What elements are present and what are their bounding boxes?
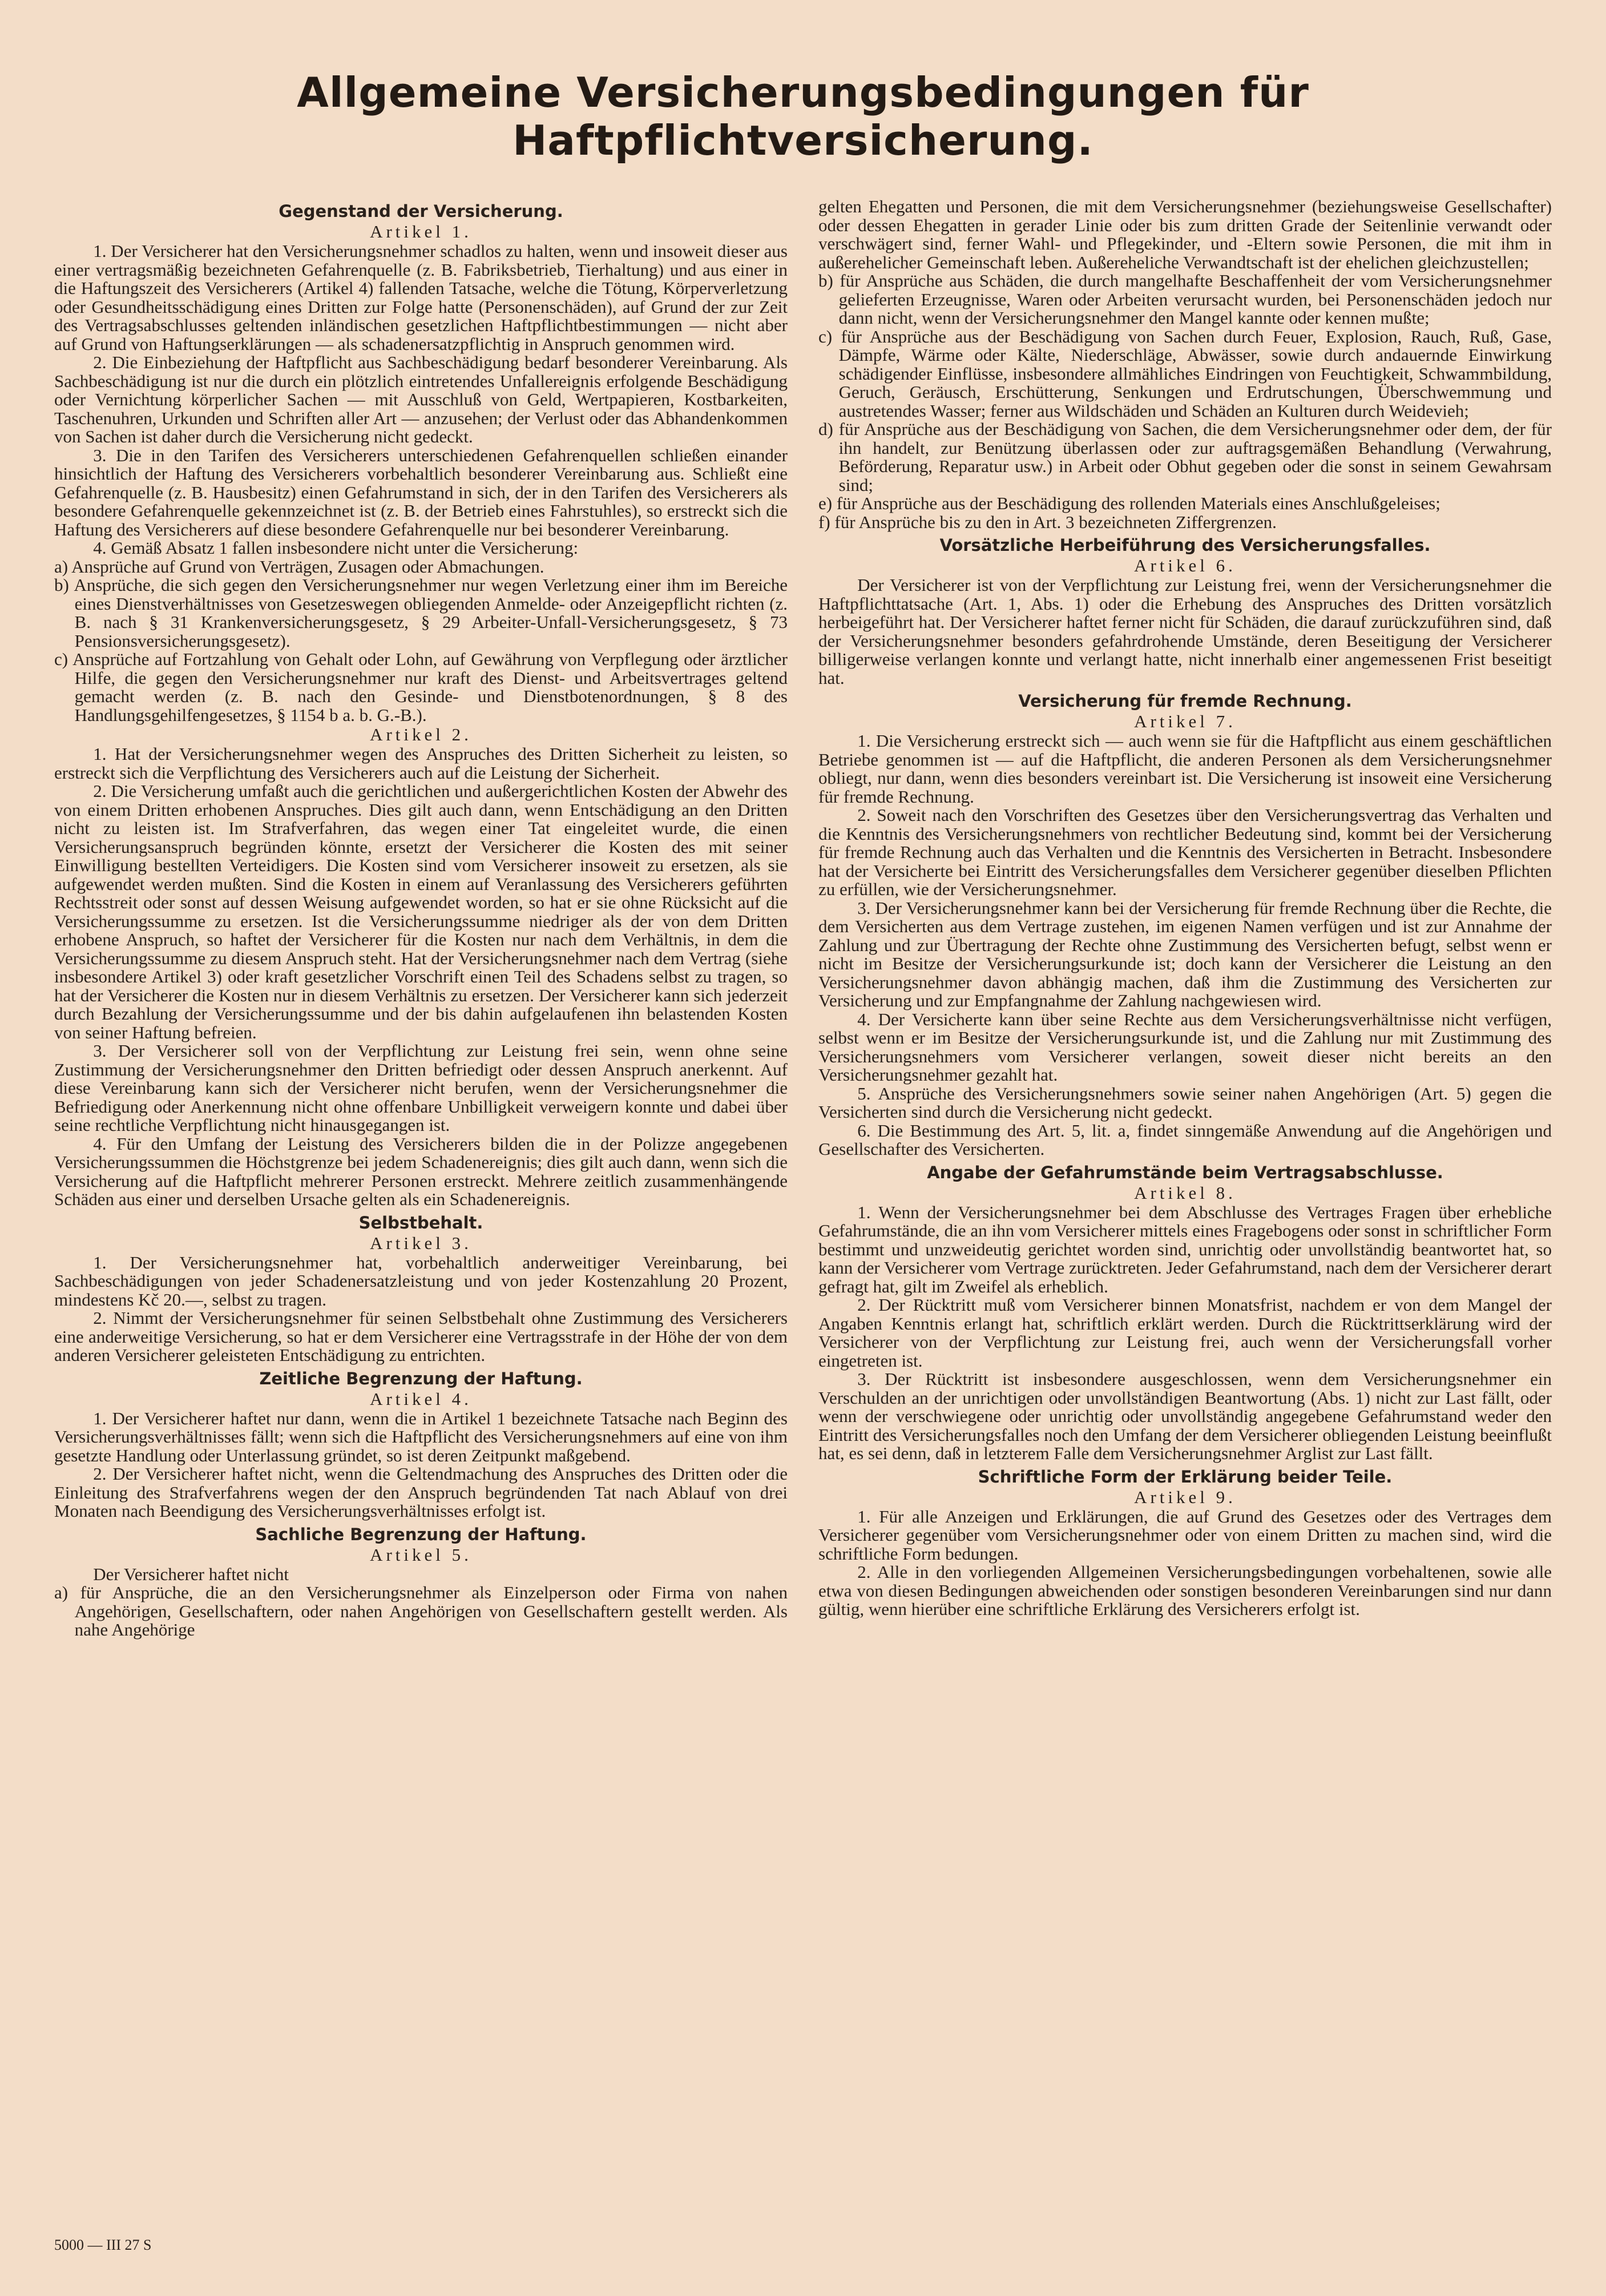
- section-heading: Zeitliche Begrenzung der Haftung.: [259, 1368, 583, 1388]
- section-heading: Vorsätzliche Herbeiführung des Versicherungsfalles.: [939, 535, 1431, 555]
- article-heading: Artikel 1.: [370, 221, 472, 241]
- paragraph: 3. Die in den Tarifen des Versicherers unterschiedenen Gefahrenquellen schließen einander hinsichtlich der Haftung des Versicherers vorbehaltlich besonderer Vereinbarung aus. Schließt eine Gefahrenquelle (z. B. Hausbesitz) einen Gefahrumstand in sich, der in den Tarifen des Versicherers als besondere Gefahrenquelle gekennzeichnet ist (z. B. der Betrieb eines Fahrstuhles), so erstreckt sich die Haftung des Versicherers auf diese besondere Gefahrenquelle nur bei besonderer Vereinbarung.: [54, 445, 788, 539]
- paragraph: 2. Der Versicherer haftet nicht, wenn die Geltendmachung des Anspruches des Dritten oder die Einleitung des Strafverfahrens wegen der den Anspruch begründenden Tat nach Ablauf von drei Monaten nach Beendigung des Versicherungsverhältnisses erfolgt ist.: [54, 1464, 788, 1521]
- section-heading: Angabe der Gefahrumstände beim Vertragsabschlusse.: [927, 1162, 1443, 1182]
- section-heading: Versicherung für fremde Rechnung.: [1018, 691, 1352, 711]
- list-item: a) Ansprüche auf Grund von Verträgen, Zusagen oder Abmachungen.: [54, 556, 544, 577]
- clause-list: [54, 558, 788, 725]
- list-item: f) für Ansprüche bis zu den in Art. 3 bezeichneten Ziffergrenzen.: [818, 511, 1277, 532]
- paragraph: 2. Alle in den vorliegenden Allgemeinen Versicherungsbedingungen vorbehaltenen, sowie alle etwa von diesen Bedingungen abweichenden oder sonstigen besonderen Vereinbarungen sind nur dann gültig, wenn hierüber eine schriftliche Erklärung des Versicherers erfolgt ist.: [818, 1562, 1552, 1619]
- article-heading: Artikel 8.: [1134, 1182, 1236, 1203]
- right-column: [818, 198, 1552, 1640]
- list-item: b) für Ansprüche aus Schäden, die durch mangelhafte Beschaffenheit der vom Versicherungsnehmer gelieferten Erzeugnisse, Waren oder Arbeiten verursacht wurden, bei Personenschäden jedoch nur dann nicht, wenn der Versicherungsnehmer den Mangel kannte oder kennen mußte;: [818, 271, 1552, 328]
- article-heading: Artikel 7.: [1134, 711, 1236, 731]
- paragraph: 4. Für den Umfang der Leistung des Versicherers bilden die in der Polizze angegebenen Versicherungssummen die Höchstgrenze bei jedem Schadenereignis; dies gilt auch dann, wenn sich die Versicherung auf die Haftpflicht mehrerer Personen erstreckt. Mehrere zeitlich zusammenhängende Schäden aus einer und derselben Ursache gelten als ein Schadenereignis.: [54, 1133, 788, 1209]
- list-item: a) für Ansprüche, die an den Versicherungsnehmer als Einzelperson oder Firma von nahen Angehörigen, Gesellschaftern, oder nahen Angehörigen von Gesellschaftern gestellt werden. Als nahe Angehörige: [54, 1582, 788, 1640]
- paragraph: 2. Die Einbeziehung der Haftpflicht aus Sachbeschädigung bedarf besonderer Vereinbarung. Als Sachbeschädigung ist nur die durch ein plötzlich eintretendes Unfallereignis erfolgende Beschädigung oder Vernichtung körperlicher Sachen — mit Ausschluß von Geld, Wertpapieren, Kostbarkeiten, Taschenuhren, Urkunden und Schriften aller Art — anzusehen; der Verlust oder das Abhandenkommen von Sachen ist daher durch die Versicherung nicht gedeckt.: [54, 352, 788, 446]
- paragraph: 1. Für alle Anzeigen und Erklärungen, die auf Grund des Gesetzes oder des Vertrages dem Versicherer gegenüber vom Versicherungsnehmer oder von einem Dritten zu machen sind, wird die schriftliche Form bedungen.: [818, 1506, 1552, 1564]
- paragraph: 1. Hat der Versicherungsnehmer wegen des Anspruches des Dritten Sicherheit zu leisten, so erstreckt sich die Verpflichtung des Versicherers auch auf die Leistung der Sicherheit.: [54, 744, 788, 783]
- print-code-footer: 5000 — III 27 S: [54, 2237, 152, 2253]
- list-item: c) für Ansprüche aus der Beschädigung von Sachen durch Feuer, Explosion, Rauch, Ruß, Gase, Dämpfe, Wärme oder Kälte, Niederschläge, Abwässer, sowie durch andauernde Einwirkung schädigender Einflüsse, insbesondere allmähliches Eindringen von Feuchtigkeit, Schwammbildung, Geruch, Geräusch, Erschütterung, Senkungen und Erdrutschungen, Überschwemmung und austretendes Wasser; ferner aus Wildschäden und Schäden an Kulturen durch Weidevieh;: [818, 326, 1552, 421]
- paragraph: 6. Die Bestimmung des Art. 5, lit. a, findet sinngemäße Anwendung auf die Angehörigen und Gesellschafter des Versicherten.: [818, 1120, 1552, 1159]
- paragraph: 1. Die Versicherung erstreckt sich — auch wenn sie für die Haftpflicht aus einem geschäftlichen Betriebe genommen ist — auf die Haftpflicht, die anderen Personen als dem Versicherungsnehmer obliegt, nur dann, wenn dies besonders vereinbart ist. Die Versicherung ist insoweit eine Versicherung für fremde Rechnung.: [818, 731, 1552, 807]
- paragraph: 3. Der Rücktritt ist insbesondere ausgeschlossen, wenn dem Versicherungsnehmer ein Verschulden an der unrichtigen oder unvollständigen Beantwortung (Abs. 1) nicht zur Last fällt, oder wenn der verschwiegene oder unrichtig oder unvollständig angegebene Gefahrumstand weder den Eintritt des Versicherungsfalles noch den Umfang der dem Versicherer obliegenden Leistung beeinflußt hat, es sei denn, daß in letzterem Falle dem Versicherungsnehmer Arglist zur Last fällt.: [818, 1369, 1552, 1463]
- paragraph: 1. Der Versicherer haftet nur dann, wenn die in Artikel 1 bezeichnete Tatsache nach Beginn des Versicherungsverhältnisses fällt; wenn sich die Haftpflicht des Versicherungsnehmers auf eine von ihm gesetzte Handlung oder Unterlassung gründet, so ist deren Zeitpunkt maßgebend.: [54, 1408, 788, 1465]
- list-item: c) Ansprüche auf Fortzahlung von Gehalt oder Lohn, auf Gewährung von Verpflegung oder ärztlicher Hilfe, die gegen den Versicherungsnehmer nur kraft des Dienst- und Arbeitsvertrages geltend gemacht werden (z. B. nach den Gesinde- und Dienstbotenordnungen, § 8 des Handlungsgehilfengesetzes, § 1154 b a. b. G.-B.).: [54, 649, 788, 725]
- article-heading: Artikel 5.: [370, 1544, 472, 1565]
- paragraph: 2. Der Rücktritt muß vom Versicherer binnen Monatsfrist, nachdem er von dem Mangel der Angaben Kenntnis erlangt hat, schriftlich erklärt werden. Durch die Rücktrittserklärung wird der Versicherer von der Verpflichtung zur Leistung frei, auch wenn der Versicherungsfall vorher eingetreten ist.: [818, 1295, 1552, 1371]
- two-column-body: [54, 198, 1552, 1640]
- article-heading: Artikel 4.: [370, 1388, 472, 1409]
- article-heading: Artikel 2.: [370, 724, 472, 744]
- section-heading: Schriftliche Form der Erklärung beider Teile.: [978, 1467, 1393, 1487]
- paragraph: 3. Der Versicherungsnehmer kann bei der Versicherung für fremde Rechnung über die Rechte, die dem Versicherten aus dem Vertrage zustehen, im eigenen Namen verfügen und ist zur Annahme der Zahlung und zur Übertragung der Rechte ohne Zustimmung des Versicherten befugt, selbst wenn er nicht im Besitze der Versicherungsurkunde ist; doch kann der Versicherer die Leistung an den Versicherungsnehmer davon abhängig machen, daß ihm die Zustimmung des Versicherten zur Versicherung und zur Empfangnahme der Zahlung nachgewiesen wird.: [818, 897, 1552, 1010]
- paragraph: Der Versicherer haftet nicht: [93, 1564, 289, 1584]
- left-column: [54, 198, 788, 1640]
- paragraph: 1. Der Versicherungsnehmer hat, vorbehaltlich anderweitiger Vereinbarung, bei Sachbeschädigungen von jeder Schadenersatzleistung und von jeder Kostenzahlung 20 Prozent, mindestens Kč 20.—, selbst zu tragen.: [54, 1252, 788, 1310]
- article-heading: Artikel 3.: [370, 1232, 472, 1253]
- list-item: d) für Ansprüche aus der Beschädigung von Sachen, die dem Versicherungsnehmer oder dem, der für ihn handelt, zur Benützung überlassen oder zur auftragsgemäßen Behandlung (Verwahrung, Beförderung, Reparatur usw.) in Arbeit oder Obhut gegeben oder die sonst in seinem Gewahrsam sind;: [818, 419, 1552, 495]
- list-item: b) Ansprüche, die sich gegen den Versicherungsnehmer nur wegen Verletzung einer ihm im Bereiche eines Dienstverhältnisses von Gesetzeswegen obliegenden Anmelde- oder Anzeigepflicht richten (z. B. nach § 31 Krankenversicherungsgesetz, § 29 Arbeiter-Unfall-Versicherungsgesetz, § 73 Pensionsversicherungsgesetz).: [54, 575, 788, 651]
- paragraph: 2. Soweit nach den Vorschriften des Gesetzes über den Versicherungsvertrag das Verhalten und die Kenntnis des Versicherungsnehmers von rechtlicher Bedeutung sind, kommt bei der Versicherung für fremde Rechnung auch das Verhalten und die Kenntnis des Versicherten in Betracht. Insbesondere hat der Versicherte bei Eintritt des Versicherungsfalles dem Versicherer gegenüber dieselben Pflichten zu erfüllen, wie der Versicherungsnehmer.: [818, 805, 1552, 899]
- paragraph: 2. Die Versicherung umfaßt auch die gerichtlichen und außergerichtlichen Kosten der Abwehr des von einem Dritten erhobenen Anspruches. Dies gilt auch dann, wenn Entschädigung an den Dritten nicht zu leisten ist. Im Strafverfahren, das wegen einer Tat eingeleitet wurde, die einen Versicherungsanspruch begründen könnte, ersetzt der Versicherer die Kosten des mit seiner Einwilligung bestellten Verteidigers. Die Kosten sind vom Versicherer insoweit zu ersetzen, als sie aufgewendet werden mußten. Sind die Kosten in einem auf Veranlassung des Versicherers geführten Rechtsstreit oder sonst auf dessen Weisung aufgewendet worden, so hat er sie ohne Rücksicht auf die Versicherungssumme zu ersetzen. Ist die Versicherungssumme niedriger als der von dem Dritten erhobene Anspruch, so haftet der Versicherer für die Kosten nur nach dem Verhältnis, in dem die Versicherungssumme zu diesem Anspruch steht. Hat der Versicherungsnehmer nach dem Vertrag (siehe insbesondere Artikel 3) oder kraft gesetzlicher Vorschrift einen Teil des Schadens selbst zu tragen, so hat der Versicherer die Kosten nur in diesem Verhältnis zu ersetzen. Der Versicherer kann sich jederzeit durch Bezahlung der Versicherungssumme und der bis dahin aufgelaufenen ihn belastenden Kosten von seiner Haftung befreien.: [54, 781, 788, 1042]
- clause-list: [818, 272, 1552, 531]
- paragraph: 1. Der Versicherer hat den Versicherungsnehmer schadlos zu halten, wenn und insoweit dieser aus einer vertragsmäßig bezeichneten Gefahrenquelle (z. B. Fabriksbetrieb, Tierhaltung) und aus einer in die Haftungszeit des Versicherers (Artikel 4) fallenden Tatsache, welche die Tötung, Körperverletzung oder Gesundheitsschädigung eines Dritten zur Folge hatte (Personenschäden), auf Grund der zur Zeit des Vertragsabschlusses geltenden inländischen gesetzlichen Haftpflichtbestimmungen — nicht aber auf Grund von Haftungserklärungen — als schadenersatzpflichtig in Anspruch genommen wird.: [54, 241, 788, 354]
- paragraph: 5. Ansprüche des Versicherungsnehmers sowie seiner nahen Angehörigen (Art. 5) gegen die Versicherten sind durch die Versicherung nicht gedeckt.: [818, 1083, 1552, 1122]
- paragraph: 4. Der Versicherte kann über seine Rechte aus dem Versicherungsverhältnisse nicht verfügen, selbst wenn er im Besitze der Versicherungsurkunde ist, und die Zahlung nur mit Zustimmung des Versicherungsnehmers vom Versicherer verlangen, soweit dieser nicht bereits an den Versicherungsnehmer gezahlt hat.: [818, 1009, 1552, 1085]
- paragraph: 4. Gemäß Absatz 1 fallen insbesondere nicht unter die Versicherung:: [93, 538, 579, 558]
- section-heading: Selbstbehalt.: [358, 1213, 483, 1232]
- paragraph: 2. Nimmt der Versicherungsnehmer für seinen Selbstbehalt ohne Zustimmung des Versicherers eine anderweitige Versicherung, so hat er dem Versicherer eine Vertragsstrafe in der Höhe der von dem anderen Versicherer geleisteten Entschädigung zu entrichten.: [54, 1308, 788, 1365]
- list-item: e) für Ansprüche aus der Beschädigung des rollenden Materials eines Anschlußgeleises;: [818, 493, 1440, 513]
- article-heading: Artikel 9.: [1134, 1487, 1236, 1507]
- paragraph: Der Versicherer ist von der Verpflichtung zur Leistung frei, wenn der Versicherungsnehmer die Haftpflichttatsache (Art. 1, Abs. 1) oder die Erhebung des Anspruches des Dritten vorsätzlich herbeigeführt hat. Der Versicherer haftet ferner nicht für Schäden, die darauf zurückzuführen sind, daß der Versicherungsnehmer besonders gefahrdrohende Umstände, deren Beseitigung der Versicherer billigerweise verlangen konnte und verlangt hatte, nicht innerhalb einer angemessenen Frist beseitigt hat.: [818, 575, 1552, 688]
- section-heading: Gegenstand der Versicherung.: [279, 202, 563, 221]
- paragraph: 1. Wenn der Versicherungsnehmer bei dem Abschlusse des Vertrages Fragen über erhebliche Gefahrumstände, die an ihn vom Versicherer mittels eines Fragebogens oder sonst in schriftlicher Form bestimmt und unzweideutig gerichtet worden sind, unrichtig oder unvollständig beantwortet hat, so kann der Versicherer vom Vertrage zurücktreten. Jeder Gefahrumstand, nach dem der Versicherer derart gefragt hat, gilt im Zweifel als erheblich.: [818, 1202, 1552, 1296]
- document-title: Allgemeine Versicherungsbedingungen für Haftpflichtversicherung.: [297, 69, 1309, 164]
- section-heading: Sachliche Begrenzung der Haftung.: [255, 1524, 587, 1544]
- paragraph: gelten Ehegatten und Personen, die mit dem Versicherungsnehmer (beziehungsweise Gesellschafter) oder dessen Ehegatten in gerader Linie oder bis zum dritten Grade der Seitenlinie verwandt oder verschwägert sind, ferner Wahl- und Pflegekinder, und -Eltern sowie Personen, die mit ihm in außerehelicher Gemeinschaft leben. Außereheliche Verwandtschaft ist der ehelichen gleichzustellen;: [818, 196, 1552, 272]
- paragraph: 3. Der Versicherer soll von der Verpflichtung zur Leistung frei sein, wenn ohne seine Zustimmung der Versicherungsnehmer den Dritten befriedigt oder dessen Anspruch anerkennt. Auf diese Vereinbarung kann sich der Versicherer nicht berufen, wenn der Versicherungsnehmer die Befriedigung oder Anerkennung nicht ohne offenbare Unbilligkeit verweigern konnte und dabei über seine rechtliche Verpflichtung nicht hinausgegangen ist.: [54, 1041, 788, 1135]
- clause-list: [54, 1584, 788, 1640]
- article-heading: Artikel 6.: [1134, 555, 1236, 575]
